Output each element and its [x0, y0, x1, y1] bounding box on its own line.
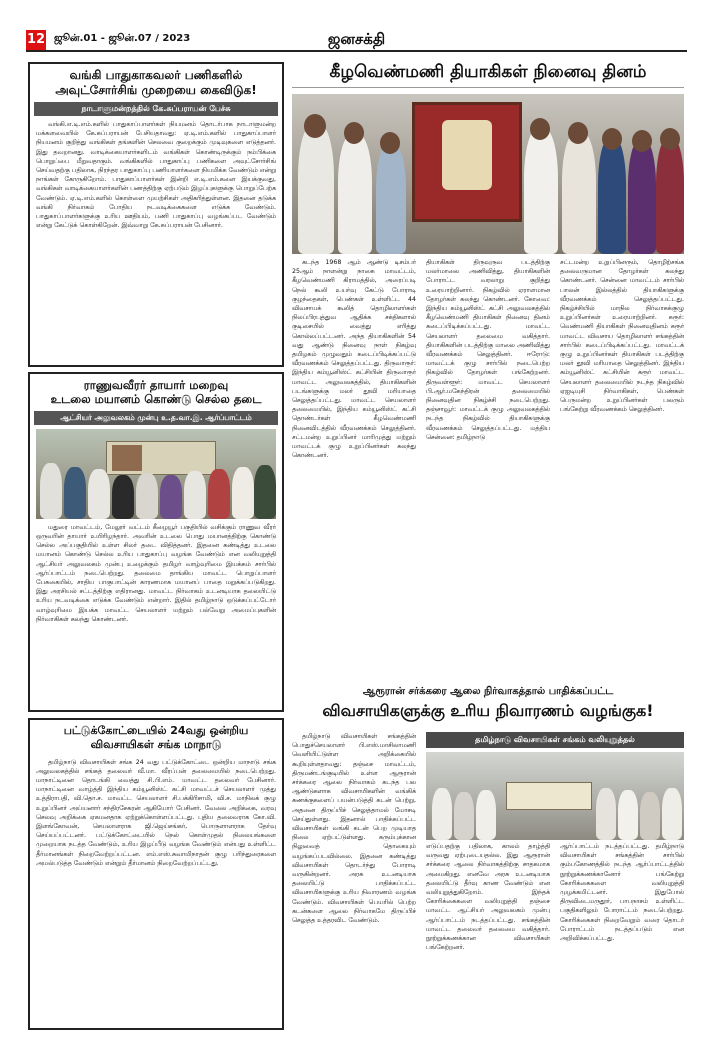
article-farmers-conference	[28, 718, 284, 1030]
article-headline	[30, 720, 282, 754]
publication-name: ஜனசக்தி	[327, 30, 386, 48]
article-subhead: ஆட்சியர் அலுவலகம் முன்பு உ.த.வா.இ. ஆர்ப்பாட்டம்	[34, 411, 278, 425]
main-headline: கீழவெண்மணி தியாகிகள் நினைவு தினம்	[292, 60, 684, 88]
headline-line-2: உடலை மயானம் கொண்டு செல்ல தடை	[50, 392, 262, 407]
main-col-2: தியாகிகள் திருவுருவ படத்திற்கு மலர்மாலை அணிவித்து, தியாகிகளின் போராட்ட வரலாறு குறித்து உரையாற்றினார். நிகழ்வில் ஏராளமான தோழர்கள் கலந்து கொண்டனர். கோவை: இந்திய கம்யூனிஸ்ட் கட்சி அலுவலகத்தில் கீழவெண்மணி தியாகிகள் நினைவு தினம் கடைப்பிடிக்கப்பட்டது. மாவட்ட செயலாளர் தலைமை வகித்தார். தியாகிகளின் படத்திற்கு மாலை அணிவித்து வீரவணக்கம் செலுத்தினர். ஈரோடு: மாவட்டக் குழு சார்பில் நடைபெற்ற நிகழ்வில் தோழர்கள் பங்கேற்றனர். திருவள்ளூர்: மாவட்ட செயலாளர் பி.ஆர்.மகேந்திரன் தலைமையில் நினைவுதின நிகழ்ச்சி நடைபெற்றது. தஞ்சாவூர்: மாவட்டக் குழு அலுவலகத்தில் நடந்த நிகழ்வில் தியாகிகளுக்கு வீரவணக்கம் செலுத்தப்பட்டது. மத்திய சென்னை: தமிழ்நாடு	[426, 259, 550, 441]
article-sugar-mill	[292, 684, 684, 1030]
memorial-photo	[292, 94, 684, 254]
page-header	[26, 30, 687, 52]
headline-line-1: ராணுவவீரர் தாயார் மறைவு	[83, 378, 229, 392]
article-headline	[30, 374, 282, 409]
main-col-1: கடந்த 1968 ஆம் ஆண்டு டிசம்பர் 25ஆம் நாளன்று நாகை மாவட்டம், கீழவெண்மணி கிராமத்தில், அரைப்படி நெல் கூலி உயர்வு கேட்டு போராடி குழந்தைகள், பெண்கள் உள்ளிட்ட 44 விவசாயக் கூலித் தொழிலாளர்கள் நிலப்பிரபுத்துவ ஆதிக்க சக்திகளால் குடிசையில் வைத்து எரித்து கொல்லப்பட்டனர். அந்த தியாகிகளின் 54 வது ஆண்டு நினைவு நாள் நிகழ்வு தமிழகம் முழுவதும் கடைப்பிடிக்கப்பட்டு வீரவணக்கம் செலுத்தப்பட்டது. திருவாரூர்: இந்திய கம்யூனிஸ்ட் கட்சியின் திருவாரூர் மாவட்ட அலுவலகத்தில், தியாகிகளின் படங்களுக்கு மலர் தூவி மரியாதை செலுத்தப்பட்டது. மாவட்ட செயலாளர் தலைமையில், இந்திய கம்யூனிஸ்ட் கட்சி தொண்டர்கள் கீழவெண்மணி நினைவிடத்தில் வீரவணக்கம் செலுத்தினர். சட்டமன்ற உறுப்பினர் மாரிமுத்து மற்றும் மாவட்டக் குழு உறுப்பினர்கள் கலந்து கொண்டனர்.	[292, 259, 416, 460]
sugar-col-2: எடுப்பதற்கு பதிலாக, காலம் தாழ்த்தி வருவது ஏற்புடையதல்ல. இது ஆரூரான் சர்க்கரை ஆலை நிர்வாகத்திற்கு சாதகமாக அமைகிறது. எனவே அரசு உடனடியாக தலையிட்டு தீர்வு காண வேண்டும் என வலியுறுத்துகிறோம். இந்தக் கோரிக்கைகளை வலியுறுத்தி தஞ்சை மாவட்ட ஆட்சியர் அலுவலகம் முன்பு ஆர்ப்பாட்டம் நடத்தப்பட்டது. சங்கத்தின் மாவட்ட தலைவர் தலைமை வகித்தார். நூற்றுக்கணக்கான விவசாயிகள் பங்கேற்றனர்.	[426, 843, 550, 952]
issue-date: ஜூன்.01 - ஜூன்.07 / 2023	[54, 33, 191, 44]
protest-photo	[36, 429, 276, 519]
headline-line-1: வங்கி பாதுகாகவலர் பணிகளில்	[69, 68, 243, 82]
article-body: மதுரை மாவட்டம், மேலூர் வட்டம் கீழையூர் பகுதியில் வசிக்கும் ராணுவ வீரர் ஒருவரின் தாயார் உயிரிழந்தார். அவரின் உடலை பொது மயானத்திற்கு கொண்டு செல்ல அப்பகுதியில் உள்ள சிலர் தடை விதித்தனர். இதனை கண்டித்து உடலை மயானம் கொண்டு செல்ல உரிய பாதுகாப்பு வழங்க வேண்டும் என வலியுறுத்தி ஆட்சியர் அலுவலகம் முன்பு உழைக்கும் தமிழர் வாழ்வுரிமை இயக்கம் சார்பில் ஆர்ப்பாட்டம் நடைபெற்றது. தலைமை தாங்கிய மாவட்ட பொறுப்பாளர் பேசுகையில், சாதிய பாகுபாட்டின் காரணமாக மயானப் பாதை மறுக்கப்படுகிறது. இது அரசியல் சட்டத்திற்கு எதிரானது. மாவட்ட நிர்வாகம் உடனடியாக தலையிட்டு உரிய நடவடிக்கை எடுக்க வேண்டும் என்றார். இதில் தமிழ்நாடு ஒடுக்கப்பட்டோர் வாழ்வுரிமை இயக்க மாவட்ட செயலாளர் மற்றும் பல்வேறு அமைப்புகளின் நிர்வாகிகள் கலந்து கொண்டனர்.	[36, 523, 276, 623]
headline-line-2: விவசாயிகள் சங்க மாநாடு	[90, 737, 222, 751]
article-bank-security	[28, 62, 284, 367]
article-headline	[30, 64, 282, 100]
article-body: தமிழ்நாடு விவசாயிகள் சங்க 24 வது பட்டுக்கோட்டை ஒன்றிய மாநாடு சங்க அலுவலகத்தில் சங்கத் தலைவர் வீ.மா. வீரப்பன் தலைமையில் நடைபெற்றது. மாநாட்டினை தொடங்கி வைத்து சி.பி.எம். மாவட்ட தலைவர் பேசினார். மாநாட்டினை வாழ்த்தி இந்திய கம்யூனிஸ்ட் கட்சி மாவட்டச் செயலாளர் முத்து உத்திராபதி, வி.தொ.ச. மாவட்ட செயலாளர் சி.பக்கிரிசாமி, வி.ச. மாநிலக் குழு உறுப்பினர் அய்யனார் சந்திரசேகரன் ஆகியோர் பேசினர். வேலை அறிக்கை, வரவு செலவு அறிக்கை ஏகமனதாக ஏற்றுக்கொள்ளப்பட்டது. புதிய தலைவராக கோ.வி. இளங்கோவன், செயலாளராக ஜி.ஜெய்சங்கர், பொருளாளராக தேர்வு செய்யப்பட்டனர். பட்டுக்கோட்டையில் நெல் கொள்முதல் நிலையங்களை முறையாக நடத்த வேண்டும், உரிய இழப்பீடு வழங்க வேண்டும் என்பது உள்ளிட்ட தீர்மானங்கள் நிறைவேற்றப்பட்டன. எம்.எஸ்.சுவாமிநாதன் குழு பரிந்துரைகளை அமல்படுத்த வேண்டும் என்றும் தீர்மானம் நிறைவேற்றப்பட்டது.	[36, 758, 276, 867]
headline-line-2: அவுட்சோர்சிங் முறையை கைவிடுக!	[55, 83, 257, 97]
headline-line-1: பட்டுக்கோட்டையில் 24வது ஒன்றிய	[63, 724, 249, 737]
sugar-col-3: ஆர்ப்பாட்டம் நடத்தப்பட்டது. தமிழ்நாடு விவசாயிகள் சங்கத்தின் சார்பில் கும்பகோணத்தில் நடந்த ஆர்ப்பாட்டத்தில் நூற்றுக்கணக்கானோர் பங்கேற்று கோரிக்கைகளை வலியுறுத்தி முழக்கமிட்டனர். இதுபோல் திருவிடைமருதூர், பாபநாசம் உள்ளிட்ட பகுதிகளிலும் போராட்டம் நடைபெற்றது. கோரிக்கைகள் நிறைவேறும் வரை தொடர் போராட்டம் நடத்தப்படும் என அறிவிக்கப்பட்டது.	[560, 843, 684, 943]
main-col-3: சட்டமன்ற உறுப்பினரும், தொழிற்சங்க தலைவருமான தோழர்கள் கலந்து கொண்டனர். சென்னை மாவட்டம் சார்பில் பாலன் இல்லத்தில் தியாகிகளுக்கு வீரவணக்கம் செலுத்தப்பட்டது. நிகழ்ச்சியில் மாநில நிர்வாகக்குழு உறுப்பினர்கள் உரையாற்றினர். கரூர்: வெண்மணி தியாகிகள் நினைவுதினம் கரூர் மாவட்ட விவசாய தொழிலாளர் சங்கத்தின் சார்பில் கடைப்பிடிக்கப்பட்டது. மாவட்டக் குழு உறுப்பினர்கள் தியாகிகள் படத்திற்கு மலர் தூவி மரியாதை செலுத்தினர். இந்திய கம்யூனிஸ்ட் கட்சியின் கரூர் மாவட்ட செயலாளர் தலைமையில் நடந்த நிகழ்வில் ஏஐடியுசி நிர்வாகிகள், பெண்கள் பெருமன்ற உறுப்பினர்கள் பலரும் பங்கேற்று வீரவணக்கம் செலுத்தினர்.	[560, 259, 684, 414]
sugar-col-1: தமிழ்நாடு விவசாயிகள் சங்கத்தின் பொதுச்செயலாளர் பி.எஸ்.மாசிலாமணி வெளியிட்டுள்ள அறிக்கையில் கூறியுள்ளதாவது: தஞ்சை மாவட்டம், திருமண்டங்குடியில் உள்ள ஆரூரான் சர்க்கரை ஆலை நிர்வாகம் கடந்த பல ஆண்டுகளாக விவசாயிகளின் வங்கிக் கணக்குகளைப் பயன்படுத்தி கடன் பெற்று, அதனை திருப்பிச் செலுத்தாமல் மோசடி செய்துள்ளது. இதனால் பாதிக்கப்பட்ட விவசாயிகள் வங்கி கடன் பெற முடியாத நிலை ஏற்பட்டுள்ளது. கரும்புக்கான நிலுவைத் தொகையும் வழங்கப்படவில்லை. இதனை கண்டித்து விவசாயிகள் தொடர்ந்து போராடி வருகின்றனர். அரசு உடனடியாக தலையிட்டு பாதிக்கப்பட்ட விவசாயிகளுக்கு உரிய நிவாரணம் வழங்க வேண்டும். விவசாயிகள் பெயரில் பெற்ற கடன்களை ஆலை நிர்வாகமே திருப்பிச் செலுத்த உத்தரவிட வேண்டும்.	[292, 733, 416, 925]
article-subhead: தமிழ்நாடு விவசாயிகள் சங்கம் வலியுறுத்தல்	[426, 732, 684, 748]
article-kicker: ஆரூரான் சர்க்கரை ஆலை நிர்வாகத்தால் பாதிக்கப்பட்ட	[362, 686, 614, 697]
farmers-protest-photo	[426, 752, 684, 840]
article-subhead: நாடாளுமன்றத்தில் கே.சுப்பராயன் பேச்சு	[34, 102, 278, 116]
article-headline: விவசாயிகளுக்கு உரிய நிவாரணம் வழங்குக!	[322, 700, 654, 720]
page-number: 12	[26, 30, 46, 50]
article-soldier-mother	[28, 372, 284, 712]
main-story	[292, 60, 684, 680]
article-body: வங்கி.எ.டி.எம்.களில் பாதுகாப்பாளர்கள் நியமனம் தொடர்பாக நாடாளுமன்ற மக்களவையில் கே.சுப்பராயன் பேசியதாவது: ஏ.டி.எம்.களில் பாதுகாப்பாளர் நியமனம் குறித்து வங்கிகள் தங்களின் செலவை குறைக்கும் முடிவுகளை எடுத்தனர். இது தவறானது. வாடிக்கையாளர்களிடம் வங்கிகள் கொண்டிருக்கும் நம்பிக்கை பொறுப்பை மீறுவதாகும். வங்கிகளில் பாதுகாப்பு பணிகளை அவுட்சோர்சிங் செய்வதற்கு பதிலாக, நிரந்தர பாதுகாப்பு பணியாளர்களை நியமிக்க வேண்டும் என்று நாங்கள் கோருகிறோம். பாதுகாப்பாளர்கள் இன்றி எ.டி.எம்.களை இயக்குவது, வங்கிகள் வாடிக்கையாளர்களின் பணத்திற்கு ஏற்படும் இழப்புகளுக்கு பொறுப்பேற்க வேண்டும். ஏ.டி.எம்.களில் கொள்ளை முயற்சிகள் அதிகரித்துள்ளன. இதனை தடுக்க வங்கி நிர்வாகம் போதிய நடவடிக்கைகளை எடுக்க வேண்டும். பாதுகாப்பாளர்களுக்கு உரிய ஊதியம், பணி பாதுகாப்பு வழங்கப்பட வேண்டும் என்று கேட்டுக் கொள்கிறேன். இவ்வாறு கே.சுப்பராயன் பேசினார்.	[36, 121, 276, 230]
